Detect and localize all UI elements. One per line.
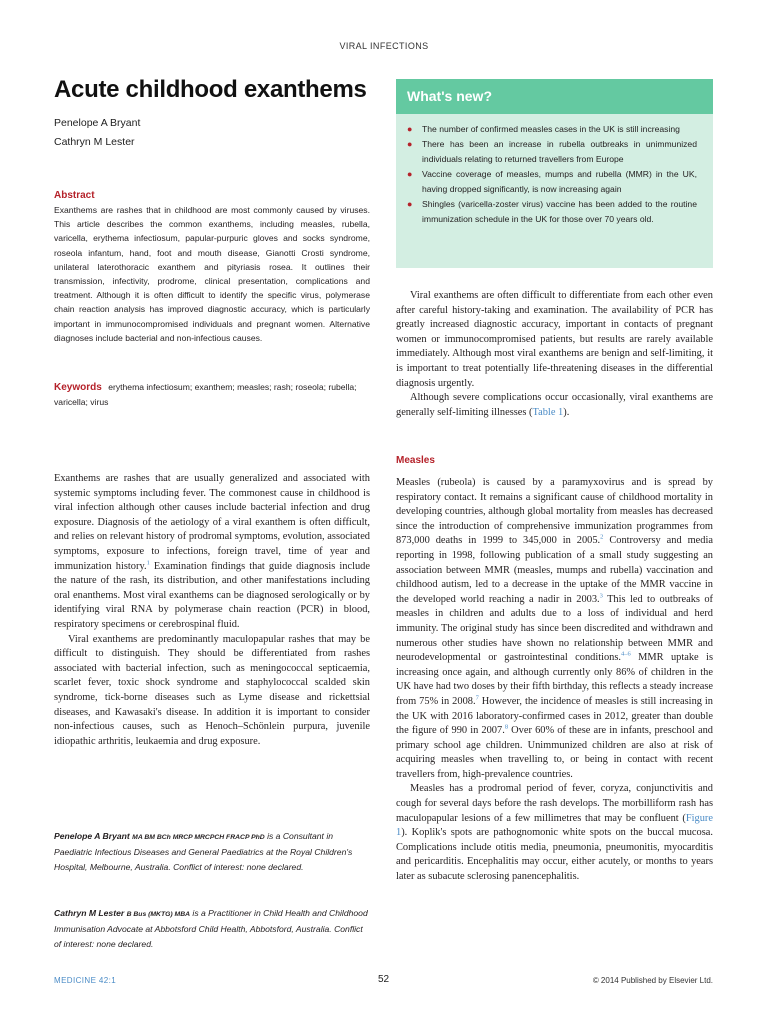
whats-new-box: [396, 79, 713, 268]
bio-name: Penelope A Bryant: [54, 831, 130, 841]
author-name: Cathryn M Lester: [54, 136, 135, 148]
page-footer: [54, 976, 713, 990]
author-bio: [54, 906, 370, 952]
table-1-link[interactable]: Table 1: [532, 406, 564, 418]
body-paragraph: Exanthems are rashes that are usually generalized and associated with systemic symptoms including fever. The commonest cause in childhood is viral infection although other causes include bacterial infection and drug exposure. Diagnosis of the aetiology of a viral exanthem is often difficult, and relies on relevant history of prodromal symptoms, evolution, associated symptoms, exposure to infections, foreign travel, time of year and immunization history.$^1$ Examination findings that guide diagnosis include the nature of the rash, its distribution, and other manifestations including oral enanthems. Most viral exanthems can be diagnosed serologically or by identifying viral RNA by polymerase chain reaction (PCR) in blood, respiratory specimens or cerebrospinal fluid.: [54, 473, 370, 630]
whats-new-item: ● Vaccine coverage of measles, mumps and rubella (MMR) in the UK, having dropped significantly, is now increasing again: [407, 169, 697, 194]
keywords-heading: Keywords: [54, 382, 102, 393]
bio-credentials: B Bus (MKTG) MBA: [126, 911, 191, 918]
bio-name: Cathryn M Lester: [54, 908, 125, 918]
bullet-icon: ●: [407, 139, 413, 149]
bio-credentials: MA BM BCh MRCP MRCPCH FRACP PhD: [132, 834, 265, 841]
whats-new-list: [396, 114, 713, 227]
bio-text: is a Practitioner in Child Health and Childhood Immunisation Advocate at Abbotsford Child Health, Abbotsford, Australia. Conflict of interest: none declared.: [54, 908, 368, 949]
bullet-icon: ●: [407, 124, 413, 134]
article-title: Acute childhood exanthems: [54, 76, 367, 103]
body-paragraph: Although severe complications occur occasionally, viral exanthems are generally self-limiting illnesses (Table 1).: [396, 392, 713, 418]
bullet-icon: ●: [407, 199, 413, 209]
whats-new-heading: What's new?: [396, 79, 713, 114]
keywords-section: [54, 380, 370, 410]
body-paragraph: Measles (rubeola) is caused by a paramyxovirus and is spread by respiratory contact. It remains a significant cause of childhood mortality in developing countries, although global mortality from measles has decreased since the introduction of comprehensive immunization programmes from 873,000 deaths in 1999 to 345,000 in 2005.$^2$ Controversy and media reporting in 1998, following publication of a small study suggesting an association between MMR (measles, mumps and rubella) vaccination and childhood autism, led to a decrease in the uptake of the MMR vaccine in the developed world reaching a nadir in 2003.$^3$ This led to outbreaks of measles in children and adults due to a loss of individual and herd immunity. The original study has since been discredited and withdrawn and numerous other studies have shown no relationship between MMR and neurodevelopmental or gastrointestinal conditions.$^{4-6}$ MMR uptake is increasing once again, and although currently only 86% of children in the UK have had two doses by their fifth birthday, this reflects a steady increase from 75% in 2008.$^7$ However, the incidence of measles is still increasing in the UK with 2016 laboratory-confirmed cases in 2012, greater than double the figure of 990 in 2007.$^8$ Over 60% of these are in infants, preschool and primary school age children. Unimmunized children are also at risk of acquiring measles when travelling to, or being in contact with recent travellers from, high-prevalence countries.: [396, 477, 713, 780]
journal-citation: MEDICINE 42:1: [54, 976, 117, 985]
running-head: VIRAL INFECTIONS: [339, 41, 429, 51]
body-column-right-top: [396, 289, 713, 420]
reference-link[interactable]: 3: [599, 592, 603, 600]
reference-link[interactable]: 1: [146, 559, 150, 567]
figure-1-link[interactable]: Figure 1: [396, 812, 713, 839]
reference-link[interactable]: 7: [475, 694, 479, 702]
body-paragraph: Viral exanthems are often difficult to differentiate from each other even after careful history-taking and examination. The availability of PCR has greatly increased diagnostic accuracy, important in contacts of pregnant women or immunocompromised patients, but results are rarely available immediately. Although most viral exanthems are benign and self-limiting, it is important to treat potentially life-threatening diseases in the differential diagnosis urgently.: [396, 290, 713, 389]
body-paragraph: Measles has a prodromal period of fever, coryza, conjunctivitis and cough for several days before the rash develops. The morbilliform rash has maculopapular lesions of a few millimetres that may be confluent (Figure 1). Koplik's spots are pathognomonic white spots on the buccal mucosa. Complications include otitis media, pneumonia, pneumonitis, myocarditis and pericarditis. Encephalitis may occur, either acutely, or months to years later as subacute sclerosing panencephalitis.: [396, 783, 713, 883]
reference-link[interactable]: 8: [504, 723, 509, 731]
whats-new-item: ● The number of confirmed measles cases in the UK is still increasing: [407, 122, 697, 137]
bio-text: is a Consultant in Paediatric Infectious Diseases and General Paediatrics at the Royal Children's Hospital, Melbourne, Australia. Conflict of interest: none declared.: [54, 831, 353, 872]
author-name: Penelope A Bryant: [54, 117, 141, 129]
body-paragraph: Viral exanthems are predominantly maculopapular rashes that may be difficult to distinguish. They should be differentiated from rashes associated with bacterial infection, such as meningococcal septicaemia, scarlet fever, toxic shock syndrome and staphylococcal scalded skin syndrome, tick-borne diseases such as Lyme disease and rickettsial diseases, and Kawasaki's disease. In addition it is important to consider non-infectious causes, such as Henoch–Schönlein purpura, juvenile idiopathic arthritis, leukaemia and drug exposure.: [54, 633, 370, 747]
author-bio: [54, 829, 370, 875]
page-number: 52: [377, 974, 390, 985]
measles-heading: Measles: [396, 455, 435, 466]
keywords-text: erythema infectiosum; exanthem; measles; rash; roseola; rubella; varicella; virus: [54, 382, 357, 407]
whats-new-item: ● There has been an increase in rubella outbreaks in unimmunized individuals relating to returned travellers from Europe: [407, 139, 697, 164]
whats-new-item: ● Shingles (varicella-zoster virus) vaccine has been added to the routine immunization schedule in the UK for those over 70 years old.: [407, 199, 697, 224]
abstract-heading: Abstract: [54, 190, 95, 201]
body-column-left: [54, 472, 370, 749]
abstract-text: Exanthems are rashes that in childhood are most commonly caused by viruses. This article describes the common exanthems, including measles, rubella, varicella, erythema infectiosum, papular-purpuric gloves and socks syndrome, roseola infantum, hand, foot and mouth disease, Gianotti Crosti syndrome, unilateral laterothoracic exanthem and pityriasis rosea. It outlines their transmission, infectivity, prodrome, clinical presentation, complications and treatment. Although it is often difficult to identify the specific virus, polymerase chain reaction analysis has improved diagnostic accuracy, which is particularly important in immunocompromised individuals and pregnant women. Alternative diagnoses include bacterial and non-infectious causes.: [54, 205, 370, 343]
reference-link[interactable]: 4–6: [621, 650, 631, 658]
bullet-icon: ●: [407, 169, 413, 179]
reference-link[interactable]: 2: [600, 533, 604, 541]
abstract-section: [54, 189, 370, 345]
copyright-notice: © 2014 Published by Elsevier Ltd.: [592, 976, 713, 985]
body-column-right: [396, 476, 713, 885]
